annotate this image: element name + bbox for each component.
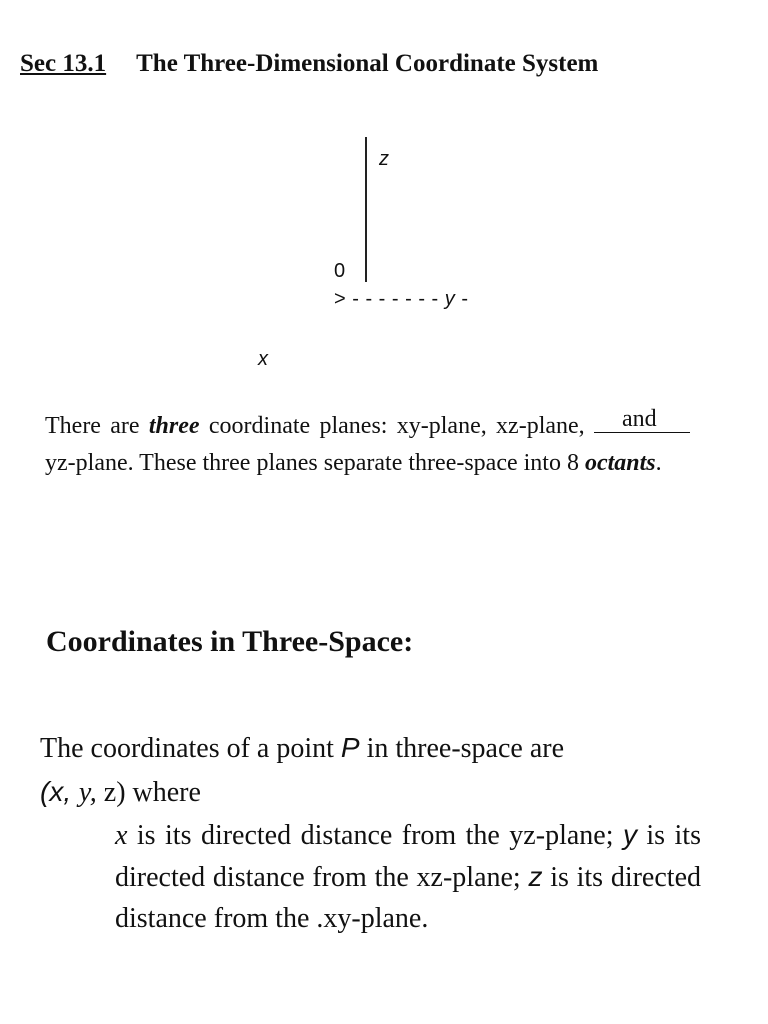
y-axis <box>334 288 468 311</box>
y-axis-tail: - <box>455 288 469 310</box>
def-y-text: is its directed distance from the xz-plane; <box>115 820 701 893</box>
def-x-var: x <box>115 820 128 851</box>
y-axis-label: y <box>444 288 456 310</box>
planes-paragraph <box>45 408 690 482</box>
para1-text-1: There are <box>45 413 149 439</box>
para2-text-2: in three-space are <box>359 733 565 764</box>
para1-text-4: . <box>655 450 662 476</box>
coord-x-open: (x, <box>40 776 79 807</box>
page-title <box>20 50 598 78</box>
para2-text-1: The coordinates of a point <box>40 733 341 764</box>
origin-label: 0 <box>334 260 346 282</box>
section-title: The Three-Dimensional Coordinate System <box>136 50 599 77</box>
para1-emphasis-three: three <box>148 413 200 439</box>
def-y-var: y <box>622 819 637 850</box>
x-axis-label: x <box>258 348 268 370</box>
para1-text-2: coordinate planes: xy-plane, xz-plane, <box>199 413 594 439</box>
def-z-var: z <box>528 861 543 892</box>
def-z-text: is its directed distance from the .xy-plane. <box>115 862 701 934</box>
coordinate-definitions <box>115 814 701 939</box>
coord-y: y, <box>78 777 97 808</box>
z-axis-label: z <box>379 148 389 170</box>
coord-z-rest: z) where <box>96 777 201 808</box>
point-p: P <box>340 732 360 763</box>
para1-text-3: yz-plane. These three planes separate three-space into 8 <box>45 450 585 476</box>
coordinates-intro-line1 <box>40 732 564 765</box>
z-axis-line <box>365 137 367 282</box>
coordinates-intro-line2 <box>40 776 201 809</box>
def-x-text: is its directed distance from the yz-plane; <box>127 820 623 851</box>
subheading: Coordinates in Three-Space: <box>46 625 414 658</box>
section-number: Sec 13.1 <box>20 50 107 77</box>
fill-in-blank <box>594 406 690 433</box>
para1-emphasis-octants: octants <box>584 450 656 476</box>
y-axis-dashes: > - - - - - - - <box>334 288 445 310</box>
blank-text: and <box>621 406 657 432</box>
